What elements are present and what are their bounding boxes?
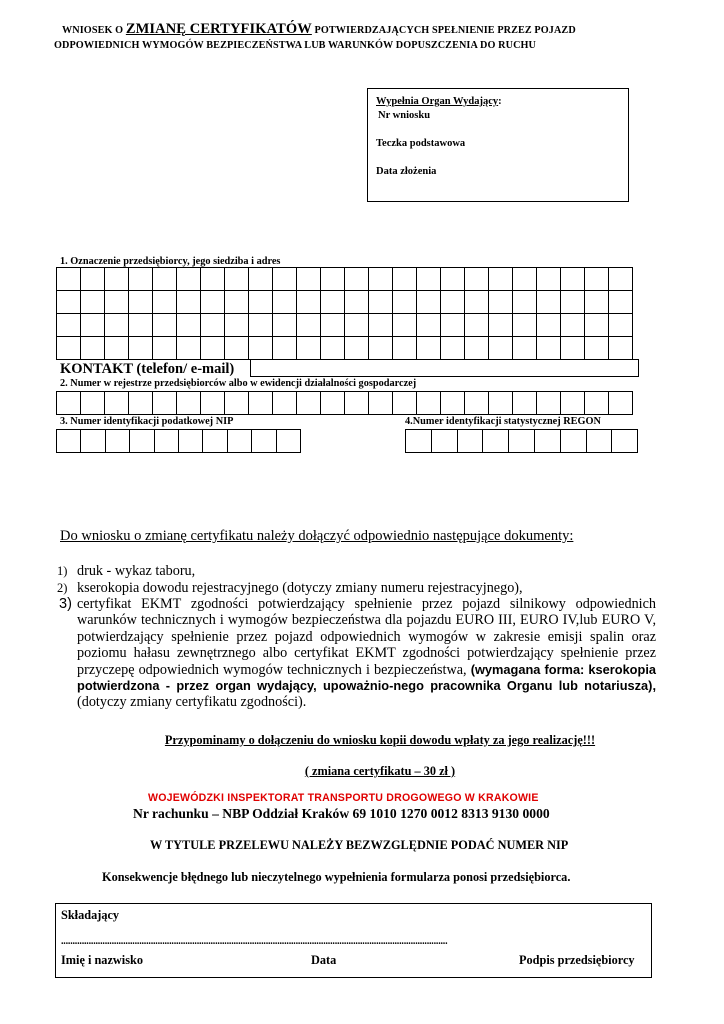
input-cell[interactable]	[297, 337, 321, 360]
input-cell[interactable]	[458, 430, 484, 453]
input-cell[interactable]	[513, 291, 537, 314]
input-cell[interactable]	[345, 291, 369, 314]
input-cell[interactable]	[417, 392, 441, 415]
input-cell[interactable]	[105, 268, 129, 291]
office-use-box	[367, 88, 629, 202]
input-cell[interactable]	[297, 291, 321, 314]
input-cell[interactable]	[177, 337, 201, 360]
form-title	[54, 21, 702, 53]
input-cell[interactable]	[345, 314, 369, 337]
input-cell[interactable]	[393, 392, 417, 415]
input-cell[interactable]	[417, 314, 441, 337]
input-cell[interactable]	[369, 392, 393, 415]
input-cell[interactable]	[153, 314, 177, 337]
input-cell[interactable]	[609, 291, 633, 314]
input-cell[interactable]	[297, 314, 321, 337]
document-item-2: 2) kserokopia dowodu rejestracyjnego (dotyczy zmiany numeru rejestracyjnego),	[57, 580, 523, 596]
input-cell[interactable]	[105, 314, 129, 337]
input-cell[interactable]	[249, 392, 273, 415]
input-cell[interactable]	[509, 430, 535, 453]
input-cell[interactable]	[537, 392, 561, 415]
input-cell[interactable]	[483, 430, 509, 453]
office-box-heading: Wypełnia Organ Wydający:	[376, 96, 502, 107]
input-cell[interactable]	[201, 314, 225, 337]
input-cell[interactable]	[81, 291, 105, 314]
input-cell[interactable]	[345, 337, 369, 360]
input-cell[interactable]	[81, 337, 105, 360]
input-cell[interactable]	[393, 268, 417, 291]
input-cell[interactable]	[561, 392, 585, 415]
input-cell[interactable]	[585, 337, 609, 360]
input-cell[interactable]	[561, 268, 585, 291]
input-cell[interactable]	[417, 337, 441, 360]
name-label: Imię i nazwisko	[61, 953, 143, 967]
company-address-grid[interactable]	[56, 267, 633, 360]
input-cell[interactable]	[57, 314, 81, 337]
input-cell[interactable]	[441, 314, 465, 337]
input-cell[interactable]	[441, 291, 465, 314]
input-cell[interactable]	[369, 337, 393, 360]
input-cell[interactable]	[153, 337, 177, 360]
input-cell[interactable]	[393, 314, 417, 337]
title-line2: ODPOWIEDNICH WYMOGÓW BEZPIECZEŃSTWA LUB WARUNKÓW DOPUSZCZENIA DO RUCHU	[54, 40, 537, 51]
input-cell[interactable]	[129, 291, 153, 314]
title-part2: POTWIERDZAJĄCYCH SPEŁNIENIE PRZEZ POJAZD	[311, 25, 576, 36]
input-cell[interactable]	[81, 314, 105, 337]
input-cell[interactable]	[465, 268, 489, 291]
input-cell[interactable]	[489, 291, 513, 314]
input-cell[interactable]	[81, 392, 105, 415]
input-cell[interactable]	[441, 268, 465, 291]
input-cell[interactable]	[441, 337, 465, 360]
input-cell[interactable]	[153, 268, 177, 291]
signature-box	[55, 903, 652, 978]
input-cell[interactable]	[417, 291, 441, 314]
application-number-field[interactable]: Nr wniosku	[378, 110, 431, 121]
input-cell[interactable]	[587, 430, 613, 453]
input-cell[interactable]	[369, 268, 393, 291]
input-cell[interactable]	[105, 291, 129, 314]
input-cell[interactable]	[297, 268, 321, 291]
input-cell[interactable]	[228, 430, 252, 453]
input-cell[interactable]	[465, 337, 489, 360]
input-cell[interactable]	[585, 268, 609, 291]
input-cell[interactable]	[612, 430, 638, 453]
input-cell[interactable]	[225, 314, 249, 337]
input-cell[interactable]	[252, 430, 276, 453]
input-cell[interactable]	[609, 337, 633, 360]
input-cell[interactable]	[609, 268, 633, 291]
input-cell[interactable]	[177, 392, 201, 415]
section2-label: 2. Numer w rejestrze przedsiębiorców albo w ewidencji działalności gospodarczej	[60, 378, 417, 389]
applicant-label: Składający	[61, 908, 120, 922]
signature-line[interactable]: ........................................................................................................................................................................	[61, 936, 448, 947]
input-cell[interactable]	[201, 392, 225, 415]
input-cell[interactable]	[201, 337, 225, 360]
input-cell[interactable]	[513, 314, 537, 337]
input-cell[interactable]	[249, 291, 273, 314]
input-cell[interactable]	[57, 337, 81, 360]
input-cell[interactable]	[609, 392, 633, 415]
input-cell[interactable]	[321, 291, 345, 314]
input-cell[interactable]	[561, 291, 585, 314]
input-cell[interactable]	[297, 392, 321, 415]
register-number-grid[interactable]	[56, 391, 633, 415]
input-cell[interactable]	[105, 337, 129, 360]
contact-field[interactable]	[250, 359, 639, 377]
input-cell[interactable]	[273, 337, 297, 360]
input-cell[interactable]	[489, 337, 513, 360]
input-cell[interactable]	[57, 392, 81, 415]
input-cell[interactable]	[225, 392, 249, 415]
input-cell[interactable]	[273, 291, 297, 314]
required-form-note: (wymagana forma: kserokopia potwierdzona - przez organ wydający, upoważnio-nego pracownika Organu lub notariusza),	[77, 661, 656, 694]
signature-label: Podpis przedsiębiorcy	[519, 953, 635, 967]
input-cell[interactable]	[153, 291, 177, 314]
section4-label: 4.Numer identyfikacji statystycznej REGON	[405, 416, 601, 427]
consequences-note: Konsekwencje błędnego lub nieczytelnego wypełnienia formularza ponosi przedsiębiorca.	[102, 870, 571, 884]
bank-account: Nr rachunku – NBP Oddział Kraków 69 1010 1270 0012 8313 9130 0000	[133, 806, 550, 821]
input-cell[interactable]	[585, 392, 609, 415]
input-cell[interactable]	[406, 430, 432, 453]
input-cell[interactable]	[273, 268, 297, 291]
input-cell[interactable]	[417, 268, 441, 291]
input-cell[interactable]	[513, 392, 537, 415]
document-item-1: 1) druk - wykaz taboru,	[57, 563, 196, 579]
input-cell[interactable]	[345, 268, 369, 291]
input-cell[interactable]	[465, 291, 489, 314]
input-cell[interactable]	[106, 430, 130, 453]
input-cell[interactable]	[155, 430, 179, 453]
input-cell[interactable]	[57, 430, 81, 453]
input-cell[interactable]	[561, 314, 585, 337]
input-cell[interactable]	[537, 314, 561, 337]
input-cell[interactable]	[609, 314, 633, 337]
input-cell[interactable]	[585, 291, 609, 314]
nip-grid[interactable]	[56, 429, 301, 453]
input-cell[interactable]	[537, 337, 561, 360]
input-cell[interactable]	[81, 268, 105, 291]
input-cell[interactable]	[513, 337, 537, 360]
input-cell[interactable]	[321, 392, 345, 415]
input-cell[interactable]	[225, 337, 249, 360]
date-label: Data	[311, 953, 337, 967]
input-cell[interactable]	[489, 268, 513, 291]
input-cell[interactable]	[273, 392, 297, 415]
input-cell[interactable]	[249, 337, 273, 360]
title-part1: WNIOSEK O	[62, 25, 126, 36]
payment-reminder: Przypominamy o dołączeniu do wniosku kopii dowodu wpłaty za jego realizację!!!	[164, 733, 596, 747]
input-cell[interactable]	[177, 314, 201, 337]
input-cell[interactable]	[432, 430, 458, 453]
input-cell[interactable]	[177, 291, 201, 314]
contact-label: KONTAKT (telefon/ e-mail)	[60, 361, 235, 377]
input-cell[interactable]	[369, 291, 393, 314]
input-cell[interactable]	[561, 430, 587, 453]
input-cell[interactable]	[105, 392, 129, 415]
input-cell[interactable]	[129, 314, 153, 337]
input-cell[interactable]	[201, 268, 225, 291]
document-item-3: 3) certyfikat EKMT zgodności potwierdzający spełnienie przez pojazd silnikowy odpowiednich warunków technicznych i wymogów bezpieczeństwa dla pojazdu EURO III, EURO IV,lub EURO V, potwierdzający spełnienie przez pojazd odpowiednich wymogów w zakresie emisji spalin oraz poziomu hałasu zewnętrznego albo certyfikat EKMT zgodności potwierdzający spełnienie przez przyczepę odpowiednich wymogów technicznych i bezpieczeństwa, (wymagana forma: kserokopia potwierdzona - przez organ wydający, upoważnio-nego pracownika Organu lub notariusza), (dotyczy zmiany certyfikatu zgodności).	[59, 596, 656, 711]
input-cell[interactable]	[535, 430, 561, 453]
input-cell[interactable]	[57, 291, 81, 314]
input-cell[interactable]	[203, 430, 227, 453]
input-cell[interactable]	[321, 268, 345, 291]
submission-date-field[interactable]: Data złożenia	[376, 166, 437, 177]
input-cell[interactable]	[129, 337, 153, 360]
section3-label: 3. Numer identyfikacji podatkowej NIP	[60, 416, 234, 427]
input-cell[interactable]	[369, 314, 393, 337]
inspectorate-name: WOJEWÓDZKI INSPEKTORAT TRANSPORTU DROGOWEGO W KRAKOWIE	[148, 792, 539, 804]
input-cell[interactable]	[321, 337, 345, 360]
fee-note: ( zmiana certyfikatu – 30 zł )	[304, 764, 456, 778]
input-cell[interactable]	[513, 268, 537, 291]
input-cell[interactable]	[561, 337, 585, 360]
input-cell[interactable]	[225, 268, 249, 291]
input-cell[interactable]	[465, 392, 489, 415]
section1-label: 1. Oznaczenie przedsiębiorcy, jego siedziba i adres	[60, 256, 281, 267]
input-cell[interactable]	[585, 314, 609, 337]
input-cell[interactable]	[393, 337, 417, 360]
input-cell[interactable]	[225, 291, 249, 314]
input-cell[interactable]	[177, 268, 201, 291]
input-cell[interactable]	[153, 392, 177, 415]
input-cell[interactable]	[129, 268, 153, 291]
input-cell[interactable]	[489, 392, 513, 415]
documents-heading: Do wniosku o zmianę certyfikatu należy dołączyć odpowiednio następujące dokumenty:	[60, 528, 574, 544]
input-cell[interactable]	[537, 268, 561, 291]
input-cell[interactable]	[321, 314, 345, 337]
input-cell[interactable]	[130, 430, 154, 453]
input-cell[interactable]	[441, 392, 465, 415]
title-emphasis: ZMIANĘ CERTYFIKATÓW	[125, 21, 312, 37]
input-cell[interactable]	[201, 291, 225, 314]
base-folder-field[interactable]: Teczka podstawowa	[376, 138, 466, 149]
input-cell[interactable]	[489, 314, 513, 337]
input-cell[interactable]	[249, 314, 273, 337]
input-cell[interactable]	[249, 268, 273, 291]
input-cell[interactable]	[537, 291, 561, 314]
input-cell[interactable]	[179, 430, 203, 453]
input-cell[interactable]	[129, 392, 153, 415]
input-cell[interactable]	[57, 268, 81, 291]
input-cell[interactable]	[393, 291, 417, 314]
input-cell[interactable]	[277, 430, 301, 453]
input-cell[interactable]	[273, 314, 297, 337]
regon-grid[interactable]	[405, 429, 638, 453]
input-cell[interactable]	[81, 430, 105, 453]
input-cell[interactable]	[465, 314, 489, 337]
transfer-title-note: W TYTULE PRZELEWU NALEŻY BEZWZGLĘDNIE PODAĆ NUMER NIP	[150, 838, 569, 852]
input-cell[interactable]	[345, 392, 369, 415]
